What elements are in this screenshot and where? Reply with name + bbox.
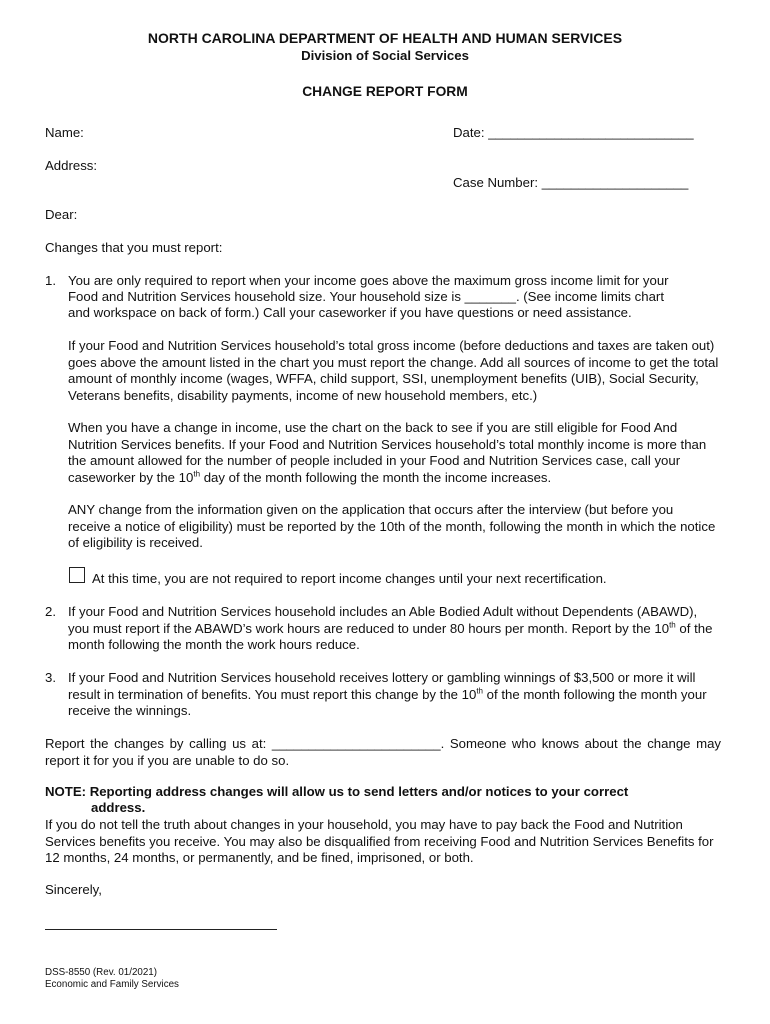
intro-text: Changes that you must report: xyxy=(45,240,223,255)
item-1-income-paragraph: If your Food and Nutrition Services household’s total gross income (before deductions and taxes are taken out) goes above the amount listed in the chart you must report the change. Add all sources of income to get the total amount of monthly income (wages, WFFA, child support, SSI, unemployment benefits (UIB), Social Security, Veterans benefits, disability payments, income of new household members, etc.) xyxy=(68,338,719,403)
item-1-line2b: . (See income limits chart xyxy=(515,289,664,304)
signature-line[interactable] xyxy=(45,929,277,930)
footer-form-number: DSS-8550 (Rev. 01/2021) xyxy=(45,967,157,978)
item-2-text-b: of the month following the month the work hours reduce. xyxy=(68,620,713,652)
department-heading: NORTH CAROLINA DEPARTMENT OF HEALTH AND HUMAN SERVICES xyxy=(147,30,623,46)
no-income-reporting-checkbox[interactable] xyxy=(69,567,85,583)
item-3-text xyxy=(68,670,708,720)
case-number-blank[interactable]: ____________________ xyxy=(541,175,689,190)
name-label: Name: xyxy=(45,125,84,140)
note-text-line2: address. xyxy=(91,800,146,815)
division-heading: Division of Social Services xyxy=(301,48,469,63)
item-1-para3-sup: th xyxy=(193,469,201,479)
item-2-text xyxy=(68,604,720,654)
form-title: CHANGE REPORT FORM xyxy=(302,84,468,99)
report-text-b: . Someone who knows about the change may report it for you if you are unable to do so. xyxy=(45,736,721,768)
item-1-line2a: Food and Nutrition Services household size. Your household size is xyxy=(68,289,465,304)
item-2-sup: th xyxy=(669,620,676,630)
item-1-line1: You are only required to report when your income goes above the maximum gross income limit for your xyxy=(68,273,669,288)
item-1-line2 xyxy=(68,289,738,306)
checkbox-label: At this time, you are not required to report income changes until your next recertification. xyxy=(92,571,607,586)
phone-number-blank[interactable]: _______________________ xyxy=(271,736,441,751)
note-label: NOTE: xyxy=(45,784,87,799)
item-1-change-paragraph xyxy=(68,420,720,486)
case-number-field[interactable] xyxy=(453,175,688,192)
item-1-any-change-paragraph: ANY change from the information given on the application that occurs after the interview (but before you receive a notice of eligibility) must be reported by the 10th of the month, following the month in which the notice of eligibility is received. xyxy=(68,502,716,550)
household-size-blank[interactable]: _______ xyxy=(464,289,516,304)
note-text-line1: Reporting address changes will allow us to send letters and/or notices to your correct xyxy=(86,784,629,799)
date-field[interactable] xyxy=(453,125,694,142)
date-blank[interactable]: ____________________________ xyxy=(488,125,694,140)
report-text-a: Report the changes by calling us at: xyxy=(45,736,272,751)
item-3-sup: th xyxy=(476,686,483,696)
footer-agency: Economic and Family Services xyxy=(45,979,179,990)
item-2-number: 2. xyxy=(45,604,56,619)
item-1-number: 1. xyxy=(45,273,56,288)
date-label: Date: xyxy=(453,125,485,140)
item-1-para3b: day of the month following the month the income increases. xyxy=(200,469,552,485)
closing-sincerely: Sincerely, xyxy=(45,882,102,897)
item-1-line3: and workspace on back of form.) Call your caseworker if you have questions or need assistance. xyxy=(68,305,632,320)
item-3-text-a: If your Food and Nutrition Services household receives lottery or gambling winnings of $3,500 or more it will result in termination of benefits. You must report this change by the 10 xyxy=(68,670,696,702)
report-changes-paragraph xyxy=(45,736,721,769)
note-body: If you do not tell the truth about changes in your household, you may have to pay back the Food and Nutrition Services benefits you receive. You may also be disqualified from receiving Food and Nutrition Services Benefits for 12 months, 24 months, or permanently, and be fined, imprisoned, or both. xyxy=(45,817,714,865)
item-3-text-b: of the month following the month your receive the winnings. xyxy=(68,686,707,718)
item-3-number: 3. xyxy=(45,670,56,685)
note-line1 xyxy=(45,784,628,801)
address-label: Address: xyxy=(45,158,98,173)
case-number-label: Case Number: xyxy=(453,175,539,190)
dear-salutation: Dear: xyxy=(45,207,78,222)
item-2-text-a: If your Food and Nutrition Services household includes an Able Bodied Adult without Dependents (ABAWD), you must report if the ABAWD’s work hours are reduced to under 80 hours per month. Report by the 10 xyxy=(68,604,698,636)
item-1-para3a: When you have a change in income, use the chart on the back to see if you are still eligible for Food And Nutrition Services benefits. If your Food and Nutrition Services household’s total monthly income is more than the amount allowed for the number of people included in your Food and Nutrition Services case, call your caseworker by the 10 xyxy=(68,420,707,485)
